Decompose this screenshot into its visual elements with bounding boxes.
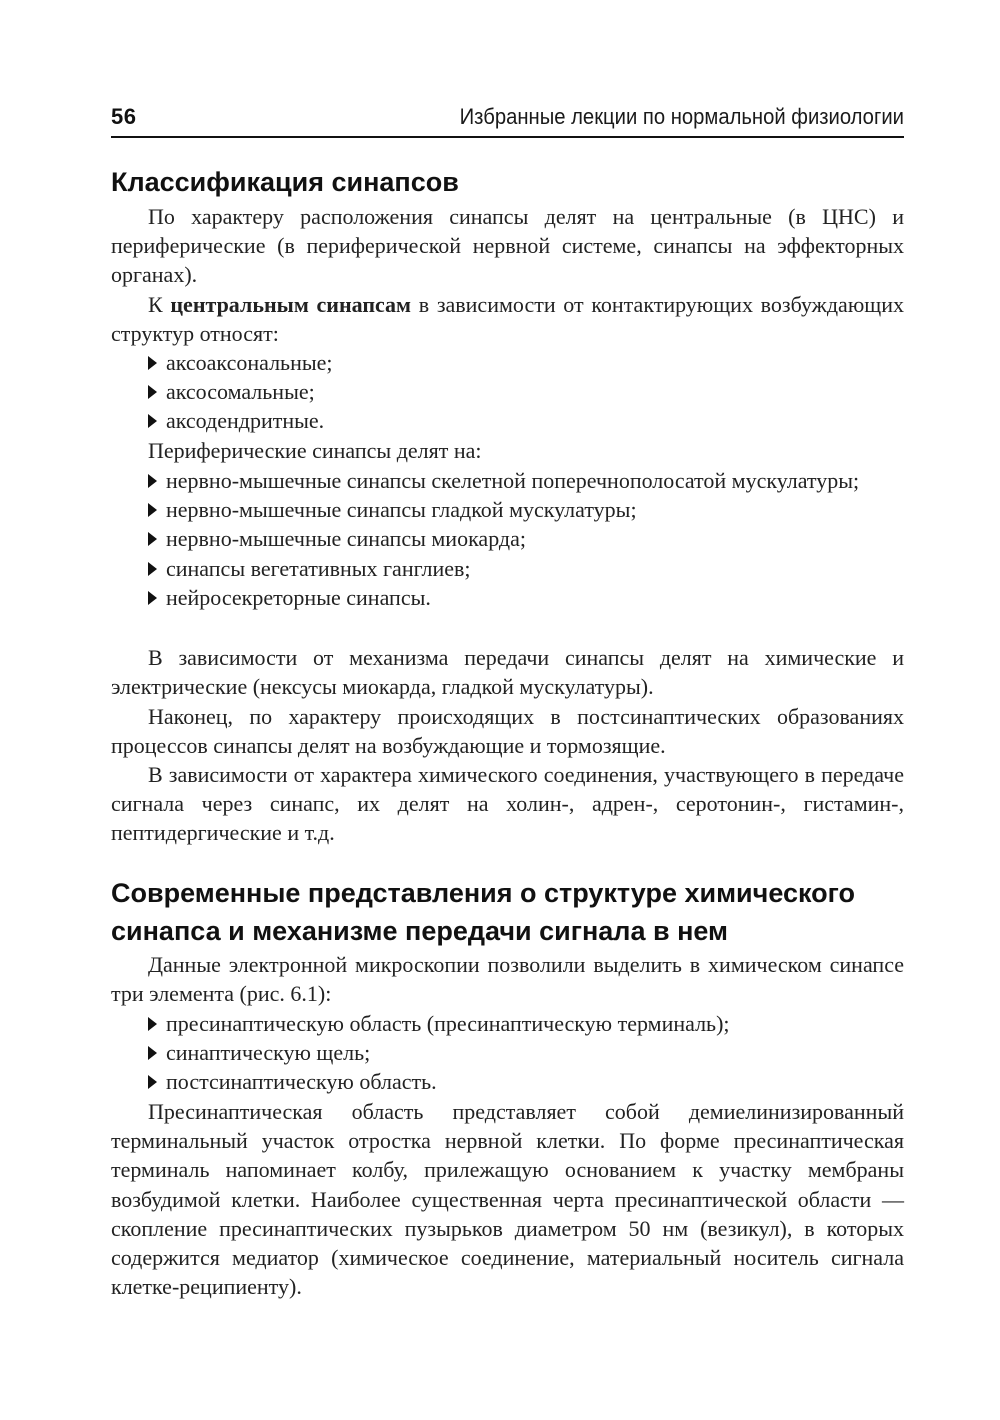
text-prefix: К: [148, 292, 171, 317]
bullet-triangle-icon: [148, 503, 157, 517]
list-item-text: нервно-мышечные синапсы миокарда;: [166, 526, 526, 552]
term-central-synapses: центральным синапсам: [170, 292, 412, 317]
paragraph-location-classification: По характеру расположения синапсы делят на центральные (в ЦНС) и периферические (в периферической нервной системе, синапсы на эффекторных органах).: [111, 204, 904, 288]
list-item: [148, 406, 904, 435]
list-item-text: аксосомальные;: [166, 379, 315, 405]
list-item: [148, 466, 904, 495]
bullet-triangle-icon: [148, 414, 157, 428]
page-number: 56: [111, 104, 137, 129]
paragraph-transmission-mechanism: В зависимости от механизма передачи синапсы делят на химические и электрические (нексусы миокарда, гладкой мускулатуры).: [111, 645, 904, 700]
list-item-text: аксодендритные.: [166, 408, 325, 434]
list-item-text: аксоаксональные;: [166, 350, 333, 375]
text-rest: в зависимости от контактирующих возбуждающих структур относят:: [111, 292, 904, 347]
list-item-text: синаптическую щель;: [166, 1040, 371, 1066]
list-item: [148, 583, 904, 612]
bullet-triangle-icon: [148, 474, 157, 488]
paragraph-chemical-compound: В зависимости от характера химического соединения, участвующего в передаче сигнала через синапс, их делят на холин-, адрен-, серотонин-, гистамин-, пептидергические и т.д.: [111, 762, 904, 846]
list-item-text: нервно-мышечные синапсы скелетной поперечнополосатой мускулатуры;: [166, 468, 860, 493]
paragraph-electron-microscopy: Данные электронной микроскопии позволили выделить в химическом синапсе три элемента (рис. 6.1):: [111, 952, 904, 1007]
list-item-text: нейросекреторные синапсы.: [166, 584, 431, 610]
paragraph-excitatory-inhibitory: Наконец, по характеру происходящих в постсинаптических образованиях процессов синапсы делят на возбуждающие и тормозящие.: [111, 704, 904, 759]
bullet-triangle-icon: [148, 591, 157, 605]
bullet-triangle-icon: [148, 1017, 157, 1031]
paragraph-peripheral-intro: Периферические синапсы делят на:: [148, 438, 482, 463]
heading-line: синапса и механизме передачи сигнала в нем: [111, 916, 729, 946]
list-item-text: синапсы вегетативных ганглиев;: [166, 555, 471, 581]
list-item: [148, 524, 904, 553]
paragraph-central-synapses: [111, 290, 904, 348]
list-synapse-elements: [148, 1009, 904, 1097]
section-heading-chemical-synapse: [111, 874, 855, 950]
list-item-text: постсинаптическую область.: [166, 1069, 437, 1095]
list-item: [148, 1009, 904, 1038]
heading-line: Современные представления о структуре химического: [111, 878, 856, 908]
bullet-triangle-icon: [148, 1046, 157, 1060]
list-peripheral-synapse-types: [148, 466, 904, 612]
list-item: [148, 554, 904, 583]
bullet-triangle-icon: [148, 1075, 157, 1089]
list-item: [148, 377, 904, 406]
list-item-text: нервно-мышечные синапсы гладкой мускулатуры;: [166, 497, 637, 523]
running-title: Избранные лекции по нормальной физиологии: [459, 104, 904, 129]
section-heading-classification: Классификация синапсов: [111, 167, 459, 197]
list-item: [148, 348, 904, 377]
list-item: [148, 1038, 904, 1067]
list-item-text: пресинаптическую область (пресинаптическую терминаль);: [166, 1011, 730, 1036]
bullet-triangle-icon: [148, 532, 157, 546]
list-item: [148, 495, 904, 524]
bullet-triangle-icon: [148, 562, 157, 576]
bullet-triangle-icon: [148, 385, 157, 399]
paragraph-presynaptic-area: Пресинаптическая область представляет собой демиелинизированный терминальный участок отростка нервной клетки. По форме пресинаптическая терминаль напоминает колбу, прилежащую основанием к участку мембраны возбудимой клетки. Наиболее существенная черта пресинаптической области — скопление пресинаптических пузырьков диаметром 50 нм (везикул), в которых содержится медиатор (химическое соединение, материальный носитель сигнала клетке-реципиенту).: [111, 1099, 904, 1300]
list-item: [148, 1067, 904, 1096]
bullet-triangle-icon: [148, 356, 157, 370]
list-central-synapse-types: [148, 348, 904, 436]
running-header: [111, 100, 904, 138]
